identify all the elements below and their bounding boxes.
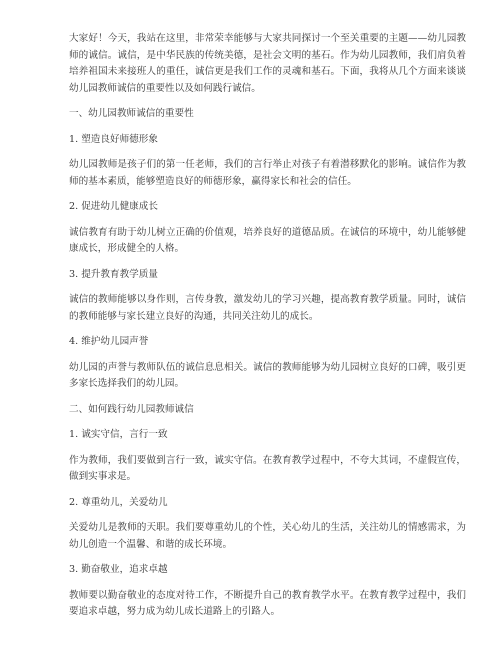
section-1-item-1-title: 1. 塑造良好师德形象 bbox=[69, 133, 158, 145]
section-2-heading: 二、如何践行幼儿园教师诚信 bbox=[69, 403, 194, 415]
intro-paragraph: 大家好！今天，我站在这里，非常荣幸能够与大家共同探讨一个至关重要的主题——幼儿园教师的诚信。诚信，是中华民族的传统美德，是社会文明的基石。作为幼儿园教师，我们肩负着培养祖国未来接班人的重任，诚信更是我们工作的灵魂和基石。下面，我将从几个方面来谈谈幼儿园教师诚信的重要性以及如何践行诚信。 bbox=[69, 33, 466, 94]
section-1-item-3-title: 3. 提升教育教学质量 bbox=[69, 268, 158, 280]
section-1-item-2-body: 诚信教育有助于幼儿树立正确的价值观，培养良好的道德品质。在诚信的环境中，幼儿能够健康成长，形成健全的人格。 bbox=[69, 226, 466, 254]
section-1-item-4-title: 4. 维护幼儿园声誉 bbox=[69, 336, 149, 347]
section-2-item-3-body: 教师要以勤奋敬业的态度对待工作，不断提升自己的教育教学水平。在教育教学过程中，我们要追求卓越，努力成为幼儿成长道路上的引路人。 bbox=[69, 589, 466, 617]
section-2-item-2-title: 2. 尊重幼儿，关爱幼儿 bbox=[69, 496, 168, 508]
section-2-item-3-title: 3. 勤奋敬业，追求卓越 bbox=[69, 564, 168, 575]
section-2-item-1-body: 作为教师，我们要做到言行一致，诚实守信。在教育教学过程中，不夸大其词，不虚假宣传，做到实事求是。 bbox=[69, 454, 466, 482]
section-1-item-1-body: 幼儿园教师是孩子们的第一任老师，我们的言行举止对孩子有着潜移默化的影响。诚信作为教师的基本素质，能够塑造良好的师德形象，赢得家长和社会的信任。 bbox=[69, 159, 466, 187]
section-2-item-2-body: 关爱幼儿是教师的天职。我们要尊重幼儿的个性，关心幼儿的生活，关注幼儿的情感需求，为幼儿创造一个温馨、和谐的成长环境。 bbox=[69, 522, 466, 550]
section-1-item-3-body: 诚信的教师能够以身作则，言传身教，激发幼儿的学习兴趣，提高教育教学质量。同时，诚信的教师能够与家长建立良好的沟通，共同关注幼儿的成长。 bbox=[69, 294, 466, 322]
section-1-item-2-title: 2. 促进幼儿健康成长 bbox=[69, 201, 158, 212]
section-1-item-4-body: 幼儿园的声誉与教师队伍的诚信息息相关。诚信的教师能够为幼儿园树立良好的口碑，吸引更多家长选择我们的幼儿园。 bbox=[69, 361, 466, 389]
section-2-item-1-title: 1. 诚实守信，言行一致 bbox=[69, 429, 168, 440]
section-1-heading: 一、幼儿园教师诚信的重要性 bbox=[69, 108, 194, 119]
